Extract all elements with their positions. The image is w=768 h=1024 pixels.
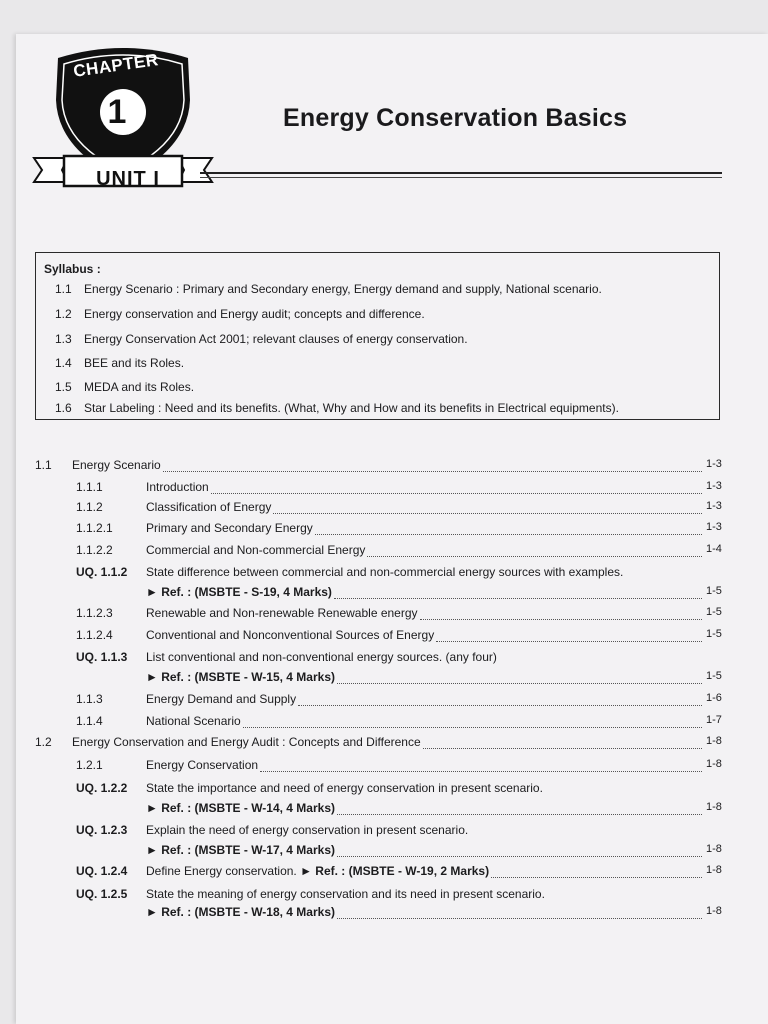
toc-label: State the importance and need of energy conservation in present scenario. (146, 781, 543, 795)
syllabus-item: 1.5 MEDA and its Roles. (55, 380, 195, 394)
toc-label: National Scenario (146, 714, 241, 728)
toc-leader-dots (423, 747, 702, 749)
toc-row (0, 823, 752, 841)
chapter-label: CHAPTER (72, 50, 160, 81)
syllabus-heading: Syllabus : (44, 262, 101, 276)
toc-label: Introduction (146, 480, 209, 494)
toc-number: 1.1.4 (76, 714, 103, 728)
toc-leader-dots (367, 555, 702, 557)
toc-row (0, 735, 752, 753)
unit-label: UNIT I (96, 168, 160, 190)
toc-number: 1.1.2 (76, 500, 103, 514)
toc-page-number: 1-3 (706, 521, 722, 533)
toc-label: Commercial and Non-commercial Energy (146, 543, 366, 557)
toc-number: UQ. 1.2.4 (76, 864, 128, 878)
toc-row (0, 480, 752, 498)
toc-label: Primary and Secondary Energy (146, 521, 313, 535)
toc-page-number: 1-5 (706, 606, 722, 618)
toc-leader-dots (163, 470, 702, 472)
syllabus-box (35, 252, 720, 420)
toc-label: ► Ref. : (MSBTE - W-15, 4 Marks) (146, 670, 335, 684)
toc-label: Define Energy conservation. ► Ref. : (MSBTE - W-19, 2 Marks) (146, 864, 490, 878)
toc-page-number: 1-8 (706, 843, 722, 855)
toc-row (0, 543, 752, 561)
toc-number: 1.1.2.3 (76, 606, 113, 620)
toc-label: ► Ref. : (MSBTE - W-17, 4 Marks) (146, 843, 335, 857)
title-rule-thin (200, 177, 722, 178)
toc-leader-dots (273, 512, 702, 514)
toc-label: Explain the need of energy conservation in present scenario. (146, 823, 469, 837)
toc-label: State the meaning of energy conservation and its need in present scenario. (146, 887, 545, 901)
toc-label: Classification of Energy (146, 500, 272, 514)
toc-label: ► Ref. : (MSBTE - W-18, 4 Marks) (146, 905, 335, 919)
toc-label: ► Ref. : (MSBTE - W-14, 4 Marks) (146, 801, 335, 815)
toc-leader-dots (436, 640, 702, 642)
syllabus-item: 1.6 Star Labeling : Need and its benefits. (What, Why and How and its benefits in Electrical equipments). (55, 401, 619, 415)
toc-number: UQ. 1.2.5 (76, 887, 128, 901)
toc-label: Energy Conservation and Energy Audit : Concepts and Difference (72, 735, 421, 749)
toc-leader-dots (298, 704, 702, 706)
toc-page-number: 1-3 (706, 500, 722, 512)
toc-page-number: 1-3 (706, 458, 722, 470)
toc-row (0, 500, 752, 518)
toc-row (0, 628, 752, 646)
toc-row (0, 864, 752, 882)
toc-number: 1.2.1 (76, 758, 103, 772)
toc-label: State difference between commercial and non-commercial energy sources with examples. (146, 565, 624, 579)
toc-page-number: 1-4 (706, 543, 722, 555)
toc-row (0, 692, 752, 710)
toc-row (0, 758, 752, 776)
toc-leader-dots (315, 533, 702, 535)
toc-number: UQ. 1.2.3 (76, 823, 128, 837)
chapter-number: 1 (107, 93, 127, 131)
toc-number: 1.1.2.2 (76, 543, 113, 557)
toc-leader-dots (243, 726, 702, 728)
toc-row (0, 670, 752, 688)
toc-ref: ► Ref. : (MSBTE - W-19, 2 Marks) (296, 864, 490, 878)
toc-label: Conventional and Nonconventional Sources of Energy (146, 628, 435, 642)
toc-number: 1.1.2.1 (76, 521, 113, 535)
toc-page-number: 1-8 (706, 905, 722, 917)
toc-page-number: 1-8 (706, 758, 722, 770)
toc-row (0, 521, 752, 539)
toc-row (0, 458, 752, 476)
syllabus-item: 1.1 Energy Scenario : Primary and Secondary energy, Energy demand and supply, National scenario. (55, 282, 602, 296)
toc-page-number: 1-8 (706, 735, 722, 747)
toc-page-number: 1-5 (706, 670, 722, 682)
toc-leader-dots (211, 492, 702, 494)
toc-number: 1.1.3 (76, 692, 103, 706)
toc-row (0, 843, 752, 861)
toc-label: Energy Demand and Supply (146, 692, 297, 706)
syllabus-item: 1.3 Energy Conservation Act 2001; relevant clauses of energy conservation. (55, 332, 468, 346)
syllabus-item: 1.2 Energy conservation and Energy audit; concepts and difference. (55, 307, 425, 321)
toc-number: 1.1.1 (76, 480, 103, 494)
title-rule (200, 172, 722, 174)
toc-label: ► Ref. : (MSBTE - S-19, 4 Marks) (146, 585, 332, 599)
toc-row (0, 905, 752, 923)
toc-label: Energy Scenario (72, 458, 161, 472)
syllabus-item: 1.4 BEE and its Roles. (55, 356, 185, 370)
toc-row (0, 714, 752, 732)
toc-row (0, 650, 752, 668)
toc-number: UQ. 1.1.2 (76, 565, 128, 579)
toc-row (0, 887, 752, 905)
toc-leader-dots (334, 597, 702, 599)
toc-number: 1.2 (35, 735, 52, 749)
toc-page-number: 1-8 (706, 864, 722, 876)
toc-number: 1.1 (35, 458, 52, 472)
toc-leader-dots (337, 682, 702, 684)
toc-page-number: 1-3 (706, 480, 722, 492)
toc-number: UQ. 1.2.2 (76, 781, 128, 795)
toc-page-number: 1-5 (706, 628, 722, 640)
toc-page-number: 1-5 (706, 585, 722, 597)
toc-number: 1.1.2.4 (76, 628, 113, 642)
toc-page-number: 1-7 (706, 714, 722, 726)
toc-number: UQ. 1.1.3 (76, 650, 128, 664)
toc-label: Energy Conservation (146, 758, 259, 772)
toc-row (0, 565, 752, 583)
toc-leader-dots (337, 917, 702, 919)
toc-page-number: 1-6 (706, 692, 722, 704)
toc-row (0, 781, 752, 799)
toc-page-number: 1-8 (706, 801, 722, 813)
toc-leader-dots (337, 855, 702, 857)
chapter-title: Energy Conservation Basics (283, 104, 628, 132)
toc-leader-dots (491, 876, 702, 878)
toc-row (0, 585, 752, 603)
toc-label: List conventional and non-conventional energy sources. (any four) (146, 650, 497, 664)
toc-leader-dots (420, 618, 702, 620)
toc-label: Renewable and Non-renewable Renewable energy (146, 606, 418, 620)
toc-leader-dots (337, 813, 702, 815)
toc-leader-dots (260, 770, 702, 772)
toc-row (0, 801, 752, 819)
toc-row (0, 606, 752, 624)
